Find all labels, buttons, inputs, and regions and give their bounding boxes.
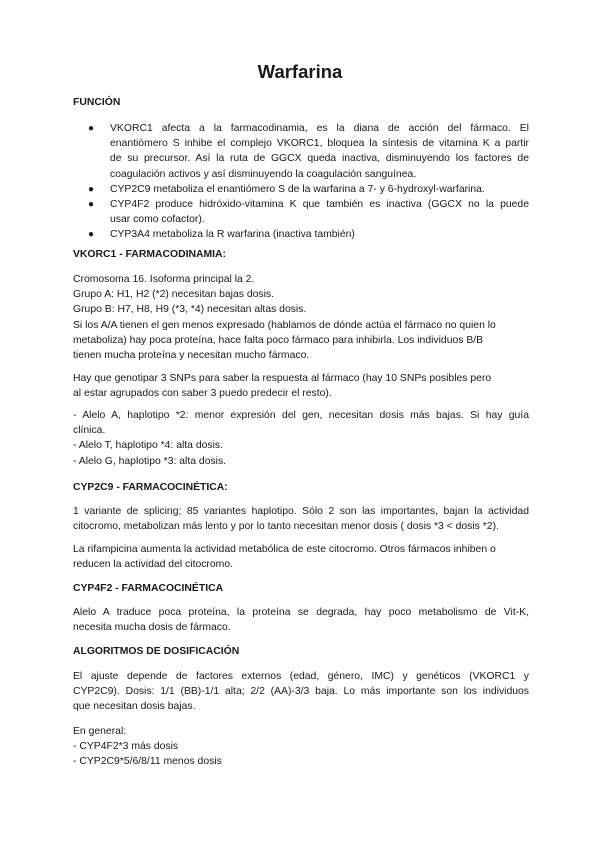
text-line: En general: — [73, 726, 127, 737]
text-line: clínica. — [73, 425, 106, 437]
text-line: CYP3A4 metaboliza la R warfarina (inactiva también) — [110, 229, 355, 241]
section-heading-funcion: FUNCIÓN — [73, 97, 121, 108]
text-line: que necesitan dosis bajas. — [73, 701, 196, 713]
list-item — [83, 197, 529, 227]
text-line: Grupo B: H7, H8, H9 (*3, *4) necesitan altas dosis. — [73, 304, 307, 316]
cyp4f2-paragraph-1 — [73, 605, 529, 635]
text-line: Cromosoma 16. Isoforma principal la 2. — [73, 274, 255, 285]
vkorc1-paragraph-2 — [73, 371, 529, 401]
cyp2c9-paragraph-2 — [73, 542, 529, 572]
text-line: Alelo A traduce poca proteína, la proteína se degrada, hay poco metabolismo de Vit-K, — [73, 607, 529, 618]
bullet-icon: ● — [88, 229, 95, 241]
vkorc1-paragraph-1 — [73, 272, 529, 363]
text-line: - CYP2C9*5/6/8/11 menos dosis — [73, 756, 222, 768]
list-item — [83, 182, 529, 197]
text-line: Grupo A: H1, H2 (*2) necesitan bajas dosis. — [73, 289, 274, 301]
text-line: CYP2C9 metaboliza el enantiómero S de la warfarina a 7- y 6-hydroxyl-warfarina. — [110, 183, 485, 195]
text-line: Si los A/A tienen el gen menos expresado (hablamos de dónde actúa el fármaco no quien lo — [73, 319, 496, 331]
text-line: metaboliza) hay poca proteína, hace falta poco fármaco para inhibirla. Los individuos B/B — [73, 334, 484, 346]
section-heading-algoritmos: ALGORITMOS DE DOSIFICACIÓN — [73, 646, 240, 657]
algoritmos-paragraph-1 — [73, 669, 529, 715]
text-line: CYP2C9). Dosis: 1/1 (BB)-1/1 alta; 2/2 (AA)-3/3 baja. Lo más importante son los individuos — [73, 686, 529, 698]
cyp2c9-paragraph-1 — [73, 504, 529, 534]
text-line: citocromo, metabolizan más lento y por lo tanto necesitan menor dosis ( dosis *3 < dosis *2). — [73, 521, 499, 533]
text-line: al estar agrupados con saber 3 puedo predecir el resto). — [73, 388, 332, 400]
bullet-icon: ● — [88, 183, 95, 195]
funcion-bullet-list — [83, 121, 529, 243]
list-item — [83, 121, 529, 182]
bullet-icon: ● — [88, 199, 95, 211]
text-line: tienen mucha proteína y necesitan mucho fármaco. — [73, 350, 310, 362]
text-line: enantiómero S inhibe el complejo VKORC1, bloquea la síntesis de vitamina K a partir — [110, 138, 529, 150]
text-line: coagulación activos y así disminuyendo la coagulación sanguínea. — [110, 168, 417, 180]
text-line: VKORC1 afecta a la farmacodinamia, es la diana de acción del fármaco. El — [110, 123, 529, 134]
text-line: - Alelo T, haplotipo *4: alta dosis. — [73, 440, 223, 452]
text-line: La rifampicina aumenta la actividad metabólica de este citocromo. Otros fármacos inhiben o — [73, 544, 496, 555]
list-item — [83, 227, 529, 242]
text-line: Hay que genotipar 3 SNPs para saber la respuesta al fármaco (hay 10 SNPs posibles pero — [73, 373, 492, 384]
text-line: reducen la actividad del citocromo. — [73, 559, 233, 571]
section-heading-cyp4f2: CYP4F2 - FARMACOCINÉTICA — [73, 583, 224, 594]
text-line: - Alelo A, haplotipo *2: menor expresión del gen, necesitan dosis más bajas. Si hay guía — [73, 410, 529, 421]
text-line: - CYP4F2*3 más dosis — [73, 741, 179, 753]
page-title: Warfarina — [257, 61, 343, 82]
section-heading-cyp2c9: CYP2C9 - FARMACOCINÉTICA: — [73, 482, 228, 493]
text-line: de su precursor. Así la ruta de GGCX queda inactiva, disminuyendo los factores de — [110, 153, 529, 165]
section-heading-vkorc1: VKORC1 - FARMACODINAMIA: — [73, 249, 226, 260]
text-line: necesita mucha dosis de fármaco. — [73, 622, 231, 634]
text-line: CYP4F2 produce hidróxido-vitamina K que también es inactiva (GGCX no la puede — [110, 199, 529, 211]
algoritmos-paragraph-2 — [73, 724, 529, 770]
text-line: El ajuste depende de factores externos (edad, género, IMC) y genéticos (VKORC1 y — [73, 671, 529, 682]
text-line: 1 variante de splicing; 85 variantes haplotipo. Sólo 2 son las importantes, bajan la actividad — [73, 506, 529, 517]
text-line: - Alelo G, haplotipo *3: alta dosis. — [73, 455, 227, 467]
vkorc1-paragraph-3 — [73, 408, 529, 469]
text-line: usar como cofactor). — [110, 214, 205, 226]
bullet-icon: ● — [88, 123, 95, 134]
